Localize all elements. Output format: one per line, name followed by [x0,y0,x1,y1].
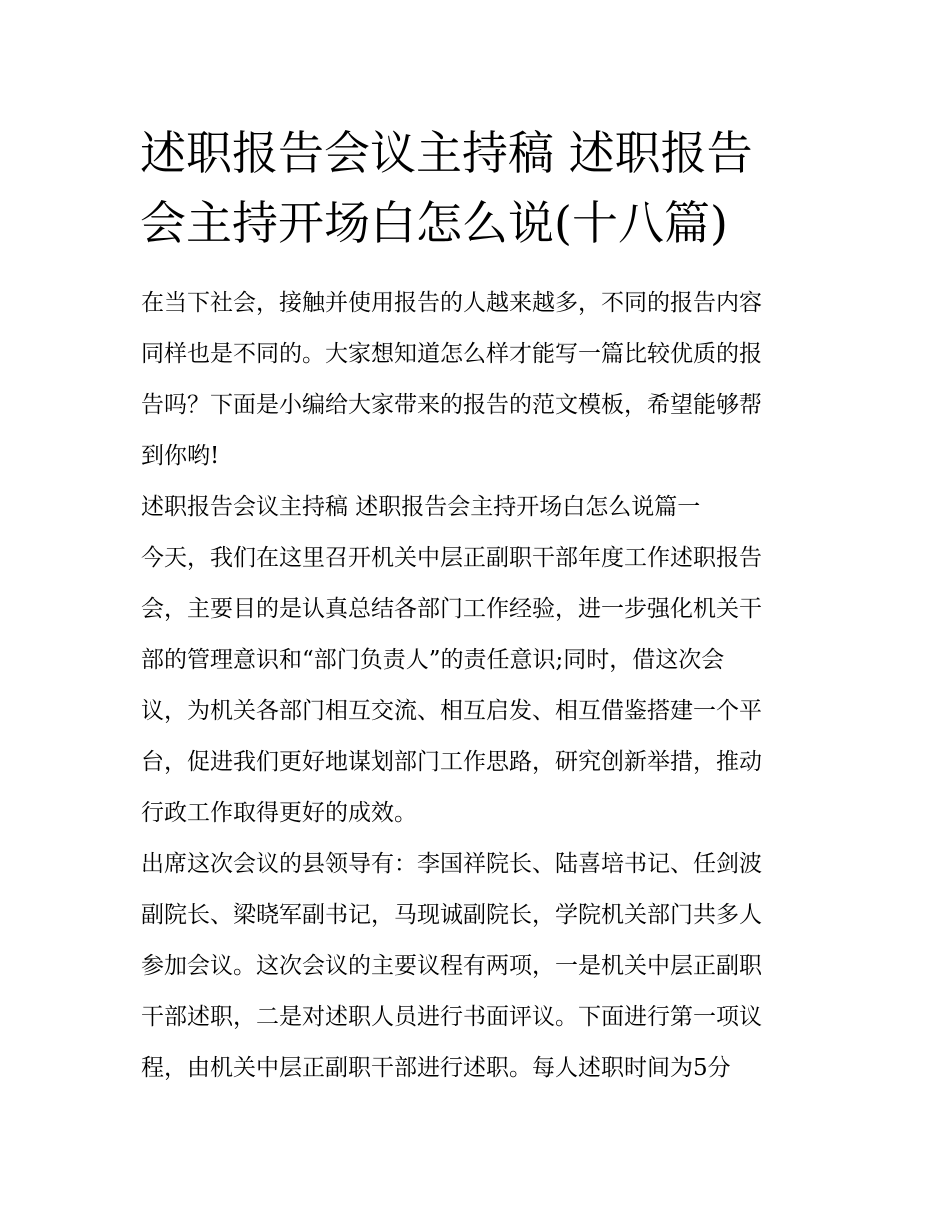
paragraph-1-line-2: 会，主要目的是认真总结各部门工作经验，进一步强化机关干 [141,596,762,622]
paragraph-2-line-5: 程，由机关中层正副职干部进行述职。每人述职时间为5分 [141,1055,731,1081]
document-body [141,278,831,1094]
paragraph-2-line-1: 出席这次会议的县领导有：李国祥院长、陆喜培书记、任剑波 [141,851,762,877]
paragraph-1-line-3: 部的管理意识和“部门负责人”的责任意识;同时，借这次会 [141,647,725,673]
paragraph-1-line-4: 议，为机关各部门相互交流、相互启发、相互借鉴搭建一个平 [141,698,762,724]
paragraph-2-line-2: 副院长、梁晓军副书记，马现诚副院长，学院机关部门共多人 [141,902,762,928]
title-line-2: 会主持开场白怎么说(十八篇) [140,196,728,250]
paragraph-1-line-5: 台，促进我们更好地谋划部门工作思路，研究创新举措，推动 [141,749,762,775]
intro-line-4: 到你哟! [141,443,220,469]
intro-line-1: 在当下社会，接触并使用报告的人越来越多，不同的报告内容 [141,290,762,316]
section-heading: 述职报告会议主持稿 述职报告会主持开场白怎么说篇一 [141,494,701,520]
paragraph-1-line-1: 今天，我们在这里召开机关中层正副职干部年度工作述职报告 [141,545,762,571]
paragraph-2-line-4: 干部述职，二是对述职人员进行书面评议。下面进行第一项议 [141,1004,762,1030]
paragraph-2-line-3: 参加会议。这次会议的主要议程有两项，一是机关中层正副职 [141,953,762,979]
document-title [140,118,820,258]
paragraph-1-line-6: 行政工作取得更好的成效。 [141,800,417,826]
intro-line-3: 告吗？下面是小编给大家带来的报告的范文模板，希望能够帮 [141,392,762,418]
title-line-1: 述职报告会议主持稿 述职报告 [140,126,753,180]
intro-line-2: 同样也是不同的。大家想知道怎么样才能写一篇比较优质的报 [141,341,762,367]
